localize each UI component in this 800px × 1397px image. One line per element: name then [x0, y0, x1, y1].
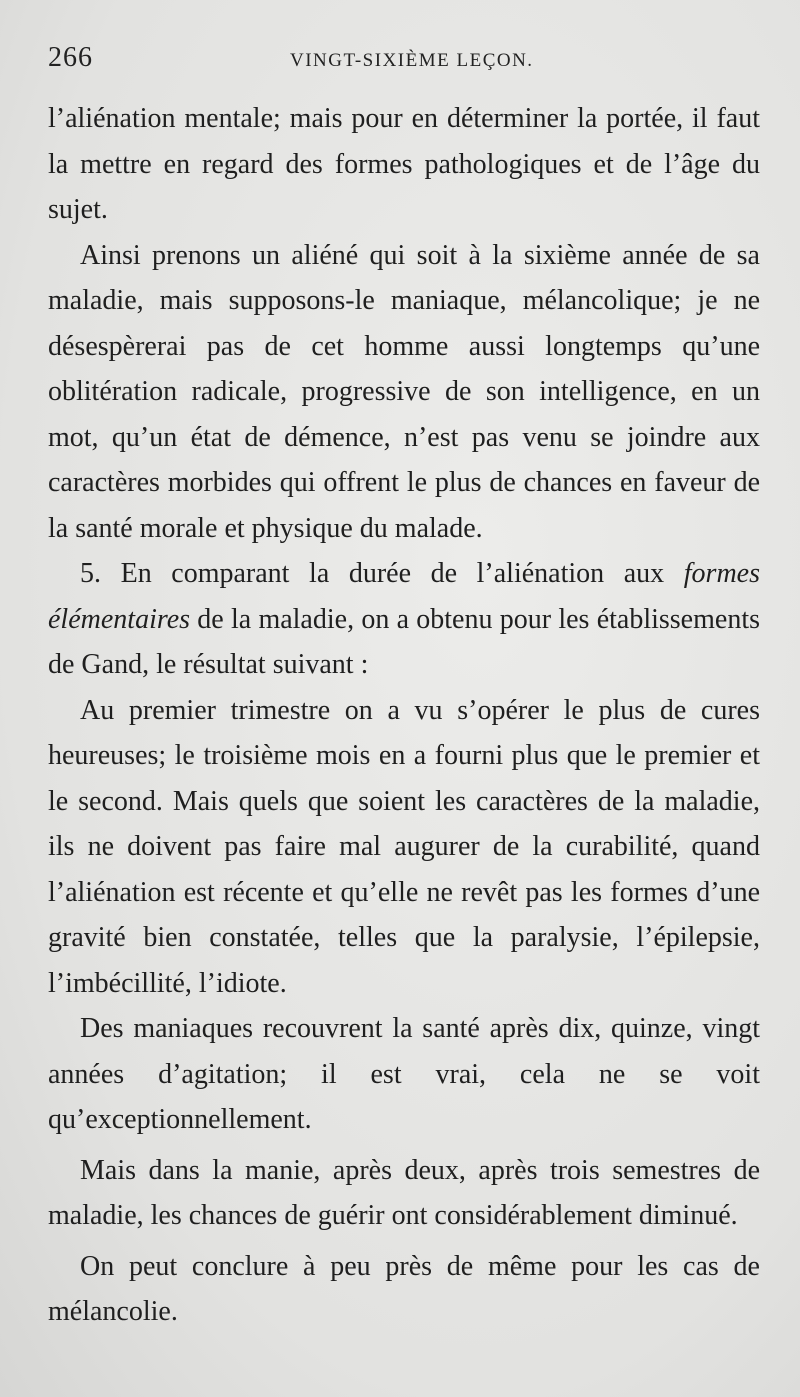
paragraph-2: Ainsi prenons un aliéné qui soit à la sixième année de sa maladie, mais supposons-le maniaque, mélancolique; je ne désespèrerai pas de cet homme aussi longtemps qu’une oblitération radicale, progressive de son intelligence, en un mot, qu’un état de démence, n’est pas venu se joindre aux caractères morbides qui offrent le plus de chances en faveur de la santé morale et physique du malade. [48, 239, 760, 544]
paragraph-4: Au premier trimestre on a vu s’opérer le plus de cures heureuses; le troisième mois en a fourni plus que le premier et le second. Mais quels que soient les caractères de la maladie, ils ne doivent pas faire mal augurer de la curabilité, quand l’aliénation est récente et qu’elle ne revêt pas les formes d’une gravité bien constatée, telles que la paralysie, l’épilepsie, l’imbécillité, l’idiote. [48, 694, 760, 999]
paragraph-7: On peut conclure à peu près de même pour les cas de mélancolie. [48, 1250, 760, 1327]
page-header [48, 42, 760, 82]
paragraph-3 [48, 551, 760, 688]
paragraph-3-italic: formes élémentaires [48, 558, 760, 635]
running-head: VINGT-SIXIÈME LEÇON. [290, 50, 534, 71]
paragraph-1: l’aliénation mentale; mais pour en déterminer la portée, il faut la mettre en regard des formes pathologiques et de l’âge du sujet. [48, 103, 760, 225]
paragraph-6: Mais dans la manie, après deux, après trois semestres de maladie, les chances de guérir ont considérablement diminué. [48, 1154, 760, 1231]
body-text [48, 96, 760, 1335]
paragraph-5: Des maniaques recouvrent la santé après dix, quinze, vingt années d’agitation; il est vrai, cela ne se voit qu’exceptionnellement. [48, 1013, 760, 1135]
page-number: 266 [48, 42, 93, 73]
paragraph-3-start: 5. En comparant la durée de l’aliénation aux [80, 558, 684, 589]
paragraph-3-end: de la maladie, on a obtenu pour les établissements de Gand, le résultat suivant : [48, 603, 760, 680]
